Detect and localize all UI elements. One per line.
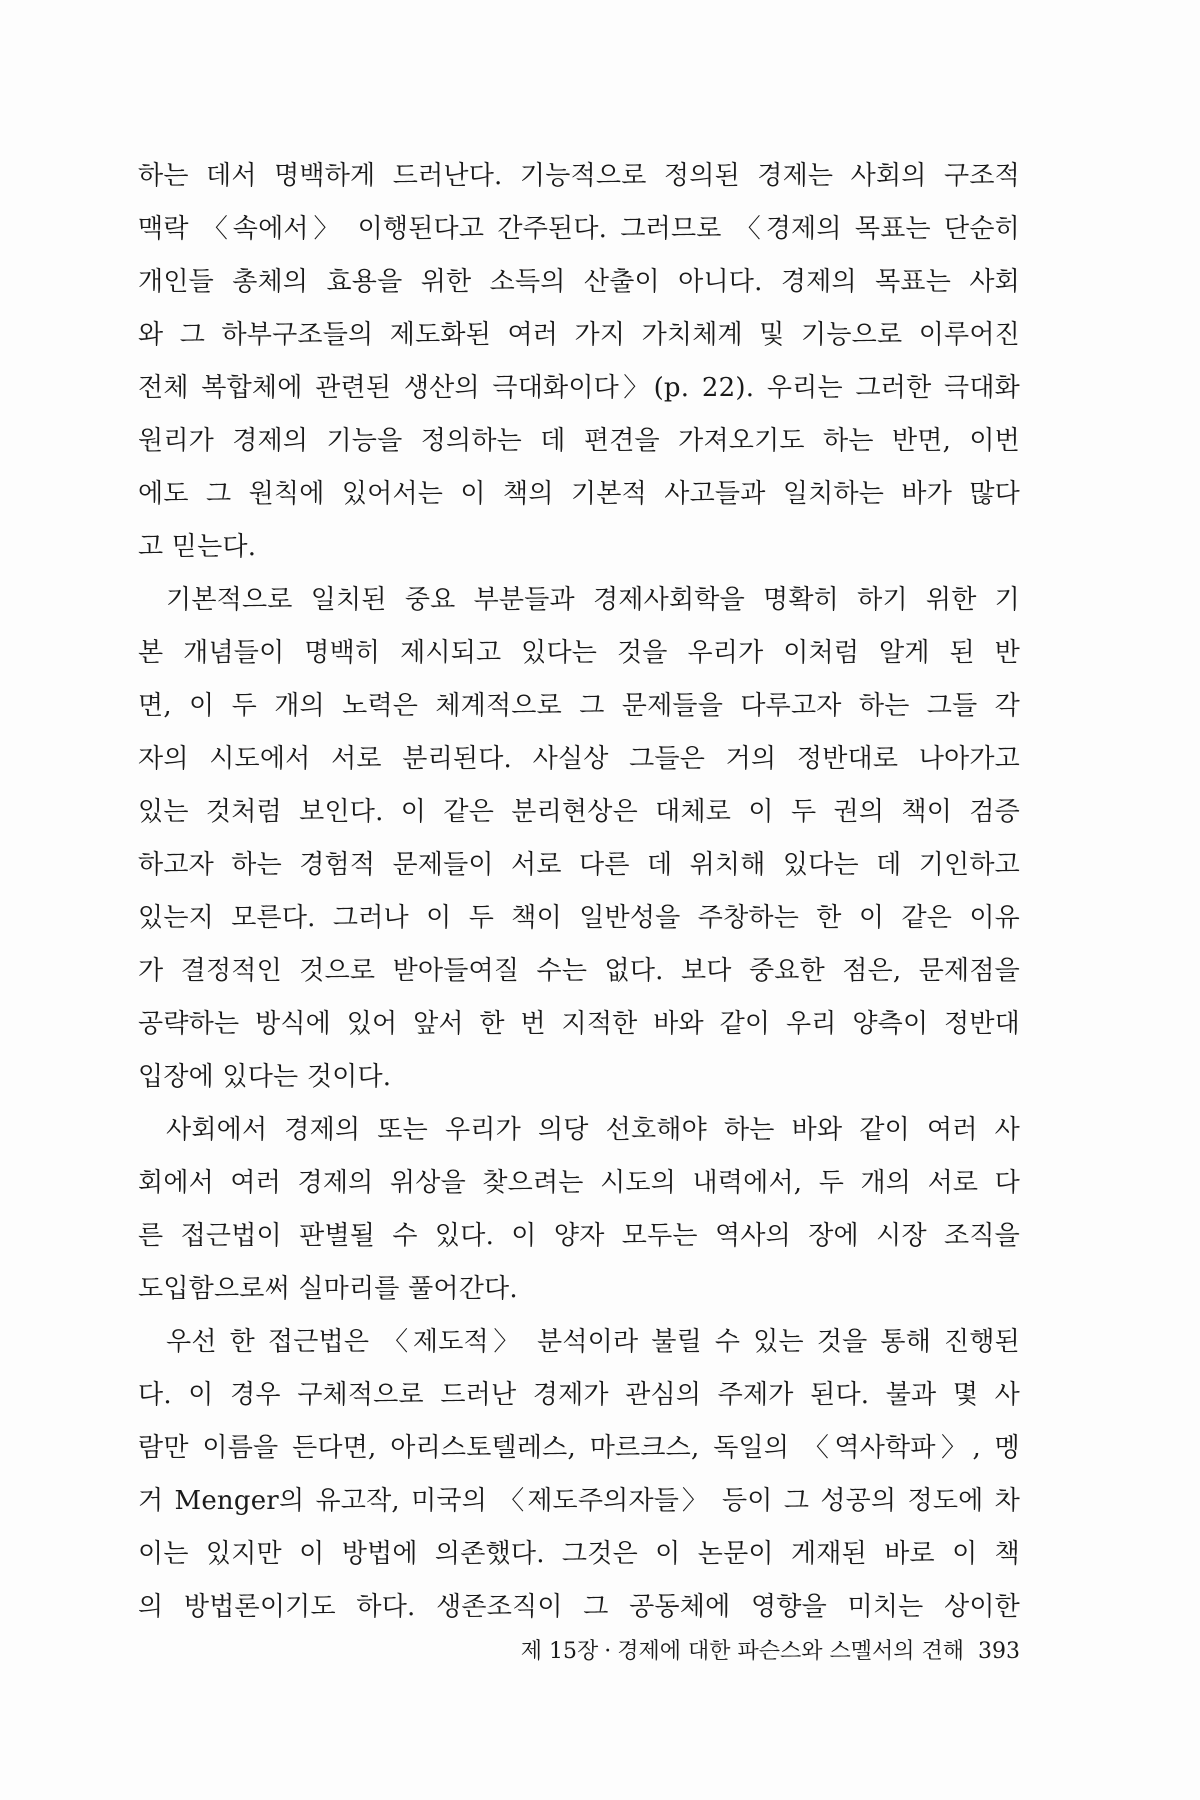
text-line: 가 결정적인 것으로 받아들여질 수는 없다. 보다 중요한 점은, 문제점을 [138,956,1020,986]
text-line: 사회에서 경제의 또는 우리가 의당 선호해야 하는 바와 같이 여러 사 [166,1115,1020,1145]
text-line: 거 Menger의 유고작, 미국의 〈제도주의자들〉 등이 그 성공의 정도에 차 [138,1486,1020,1516]
text-line: 면, 이 두 개의 노력은 체계적으로 그 문제들을 다루고자 하는 그들 각 [138,691,1020,721]
text-line: 른 접근법이 판별될 수 있다. 이 양자 모두는 역사의 장에 시장 조직을 [138,1221,1020,1251]
text-line: 람만 이름을 든다면, 아리스토텔레스, 마르크스, 독일의 〈역사학파〉, 멩 [138,1433,1020,1463]
text-line: 도입함으로써 실마리를 풀어간다. [138,1274,518,1304]
footer-separator: · [604,1639,612,1664]
text-line: 이는 있지만 이 방법에 의존했다. 그것은 이 논문이 게재된 바로 이 책 [138,1539,1020,1569]
text-line: 원리가 경제의 기능을 정의하는 데 편견을 가져오기도 하는 반면, 이번 [138,426,1020,456]
text-line: 기본적으로 일치된 중요 부분들과 경제사회학을 명확히 하기 위한 기 [166,585,1020,615]
footer-title: 경제에 대한 파슨스와 스멜서의 견해 [617,1639,964,1664]
text-line: 하는 데서 명백하게 드러난다. 기능적으로 정의된 경제는 사회의 구조적 [138,161,1020,191]
text-line: 와 그 하부구조들의 제도화된 여러 가지 가치체계 및 기능으로 이루어진 [138,320,1020,350]
body-text [138,150,1020,1634]
text-line: 의 방법론이기도 하다. 생존조직이 그 공동체에 영향을 미치는 상이한 [138,1592,1020,1622]
running-footer [138,1632,1020,1672]
text-line: 회에서 여러 경제의 위상을 찾으려는 시도의 내력에서, 두 개의 서로 다 [138,1168,1020,1198]
text-line: 공략하는 방식에 있어 앞서 한 번 지적한 바와 같이 우리 양측이 정반대 [138,1009,1020,1039]
text-line: 하고자 하는 경험적 문제들이 서로 다른 데 위치해 있다는 데 기인하고 [138,850,1020,880]
text-line: 전체 복합체에 관련된 생산의 극대화이다〉(p. 22). 우리는 그러한 극대화 [138,373,1020,403]
text-line: 우선 한 접근법은 〈제도적〉 분석이라 불릴 수 있는 것을 통해 진행된 [166,1327,1020,1357]
text-line: 에도 그 원칙에 있어서는 이 책의 기본적 사고들과 일치하는 바가 많다 [138,479,1020,509]
text-line: 자의 시도에서 서로 분리된다. 사실상 그들은 거의 정반대로 나아가고 [138,744,1020,774]
footer-chapter: 제 15장 [520,1639,599,1664]
text-line: 다. 이 경우 구체적으로 드러난 경제가 관심의 주제가 된다. 불과 몇 사 [138,1380,1020,1410]
text-line: 본 개념들이 명백히 제시되고 있다는 것을 우리가 이처럼 알게 된 반 [138,638,1020,668]
text-line: 개인들 총체의 효용을 위한 소득의 산출이 아니다. 경제의 목표는 사회 [138,267,1020,297]
page-number: 393 [978,1639,1020,1664]
text-line: 있는지 모른다. 그러나 이 두 책이 일반성을 주창하는 한 이 같은 이유 [138,903,1020,933]
text-line: 맥락 〈속에서〉 이행된다고 간주된다. 그러므로 〈경제의 목표는 단순히 [138,214,1020,244]
text-line: 있는 것처럼 보인다. 이 같은 분리현상은 대체로 이 두 권의 책이 검증 [138,797,1020,827]
text-line: 입장에 있다는 것이다. [138,1062,392,1092]
text-line: 고 믿는다. [138,532,257,562]
